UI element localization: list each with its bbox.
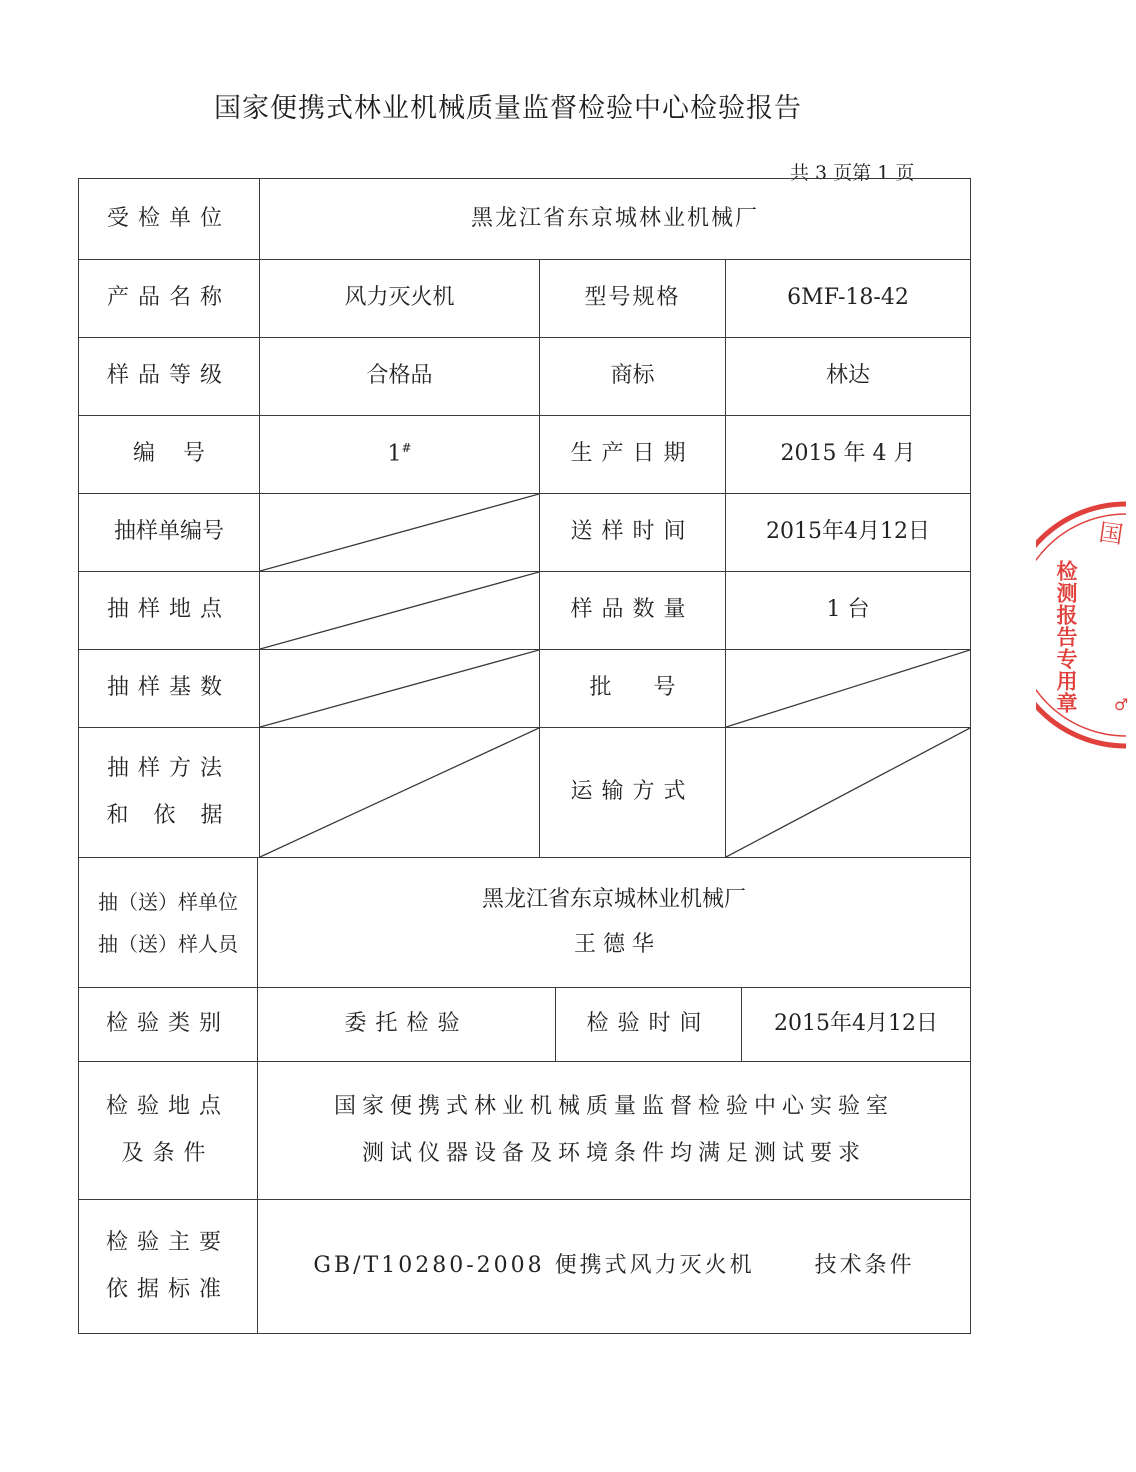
sender-person-value: 王 德 华 <box>574 931 654 957</box>
sender-values <box>258 858 971 988</box>
product-name-label: 产品名称 <box>78 260 260 338</box>
inspected-unit-label: 受检单位 <box>78 178 260 260</box>
location-value-line1: 国家便携式林业机械质量监督检验中心实验室 <box>333 1094 894 1120</box>
empty-diagonal <box>260 650 539 727</box>
inspection-time-value: 2015年4月12日 <box>742 988 971 1062</box>
sampling-place-label: 抽样地点 <box>78 572 260 650</box>
production-date-value: 2015 年 4 月 <box>726 416 971 494</box>
model-label: 型号规格 <box>540 260 726 338</box>
inspected-unit-value: 黑龙江省东京城林业机械厂 <box>260 178 971 260</box>
sampling-base-value <box>260 650 540 728</box>
standard-value: GB/T10280-2008 便携式风力灭火机 技术条件 <box>258 1200 971 1334</box>
grade-value: 合格品 <box>260 338 540 416</box>
number-superscript: # <box>401 441 412 456</box>
location-values <box>258 1062 971 1200</box>
inspection-type-value: 委托检验 <box>258 988 556 1062</box>
sample-qty-value: 1 台 <box>726 572 971 650</box>
page-count: 共 3 页第 1 页 <box>790 162 915 184</box>
official-seal-stamp <box>1036 500 1136 750</box>
sample-qty-label: 样品数量 <box>540 572 726 650</box>
seal-text: 检测报告专用章 <box>1054 560 1078 714</box>
sampling-base-label: 抽样基数 <box>78 650 260 728</box>
trademark-value: 林达 <box>726 338 971 416</box>
sender-labels <box>78 858 258 988</box>
svg-text:国: 国 <box>1097 518 1125 550</box>
production-date-label: 生产日期 <box>540 416 726 494</box>
batch-no-value <box>726 650 971 728</box>
empty-diagonal <box>726 728 970 857</box>
delivery-time-label: 送样时间 <box>540 494 726 572</box>
inspection-form <box>78 178 971 1334</box>
inspection-time-label: 检验时间 <box>556 988 742 1062</box>
sampling-method-label: 抽样方法 和 依 据 <box>78 728 260 858</box>
transport-value <box>726 728 971 858</box>
model-value: 6MF-18-42 <box>726 260 971 338</box>
empty-diagonal <box>260 728 539 857</box>
grade-label: 样品等级 <box>78 338 260 416</box>
location-value-line2: 测试仪器设备及环境条件均满足测试要求 <box>361 1140 866 1166</box>
number-value: 1# <box>260 416 540 494</box>
empty-diagonal <box>260 572 539 649</box>
trademark-label: 商标 <box>540 338 726 416</box>
transport-label: 运输方式 <box>540 728 726 858</box>
sender-unit-label: 抽（送）样单位 <box>98 889 238 914</box>
report-title: 国家便携式林业机械质量监督检验中心检验报告 <box>214 93 802 124</box>
sampling-method-value <box>260 728 540 858</box>
empty-diagonal <box>260 494 539 571</box>
svg-text:♂: ♂ <box>1114 695 1129 714</box>
inspection-type-label: 检验类别 <box>78 988 258 1062</box>
product-name-value: 风力灭火机 <box>260 260 540 338</box>
sender-person-label: 抽（送）样人员 <box>98 931 238 956</box>
sampling-no-value <box>260 494 540 572</box>
sender-unit-value: 黑龙江省东京城林业机械厂 <box>481 887 746 913</box>
standard-value-suffix: 技术条件 <box>814 1253 915 1279</box>
batch-no-label: 批 号 <box>540 650 726 728</box>
standard-label: 检验主要 依据标准 <box>78 1200 258 1334</box>
empty-diagonal <box>726 650 970 727</box>
number-label: 编 号 <box>78 416 260 494</box>
sampling-place-value <box>260 572 540 650</box>
sampling-no-label: 抽样单编号 <box>78 494 260 572</box>
delivery-time-value: 2015年4月12日 <box>726 494 971 572</box>
location-label: 检验地点 及条件 <box>78 1062 258 1200</box>
